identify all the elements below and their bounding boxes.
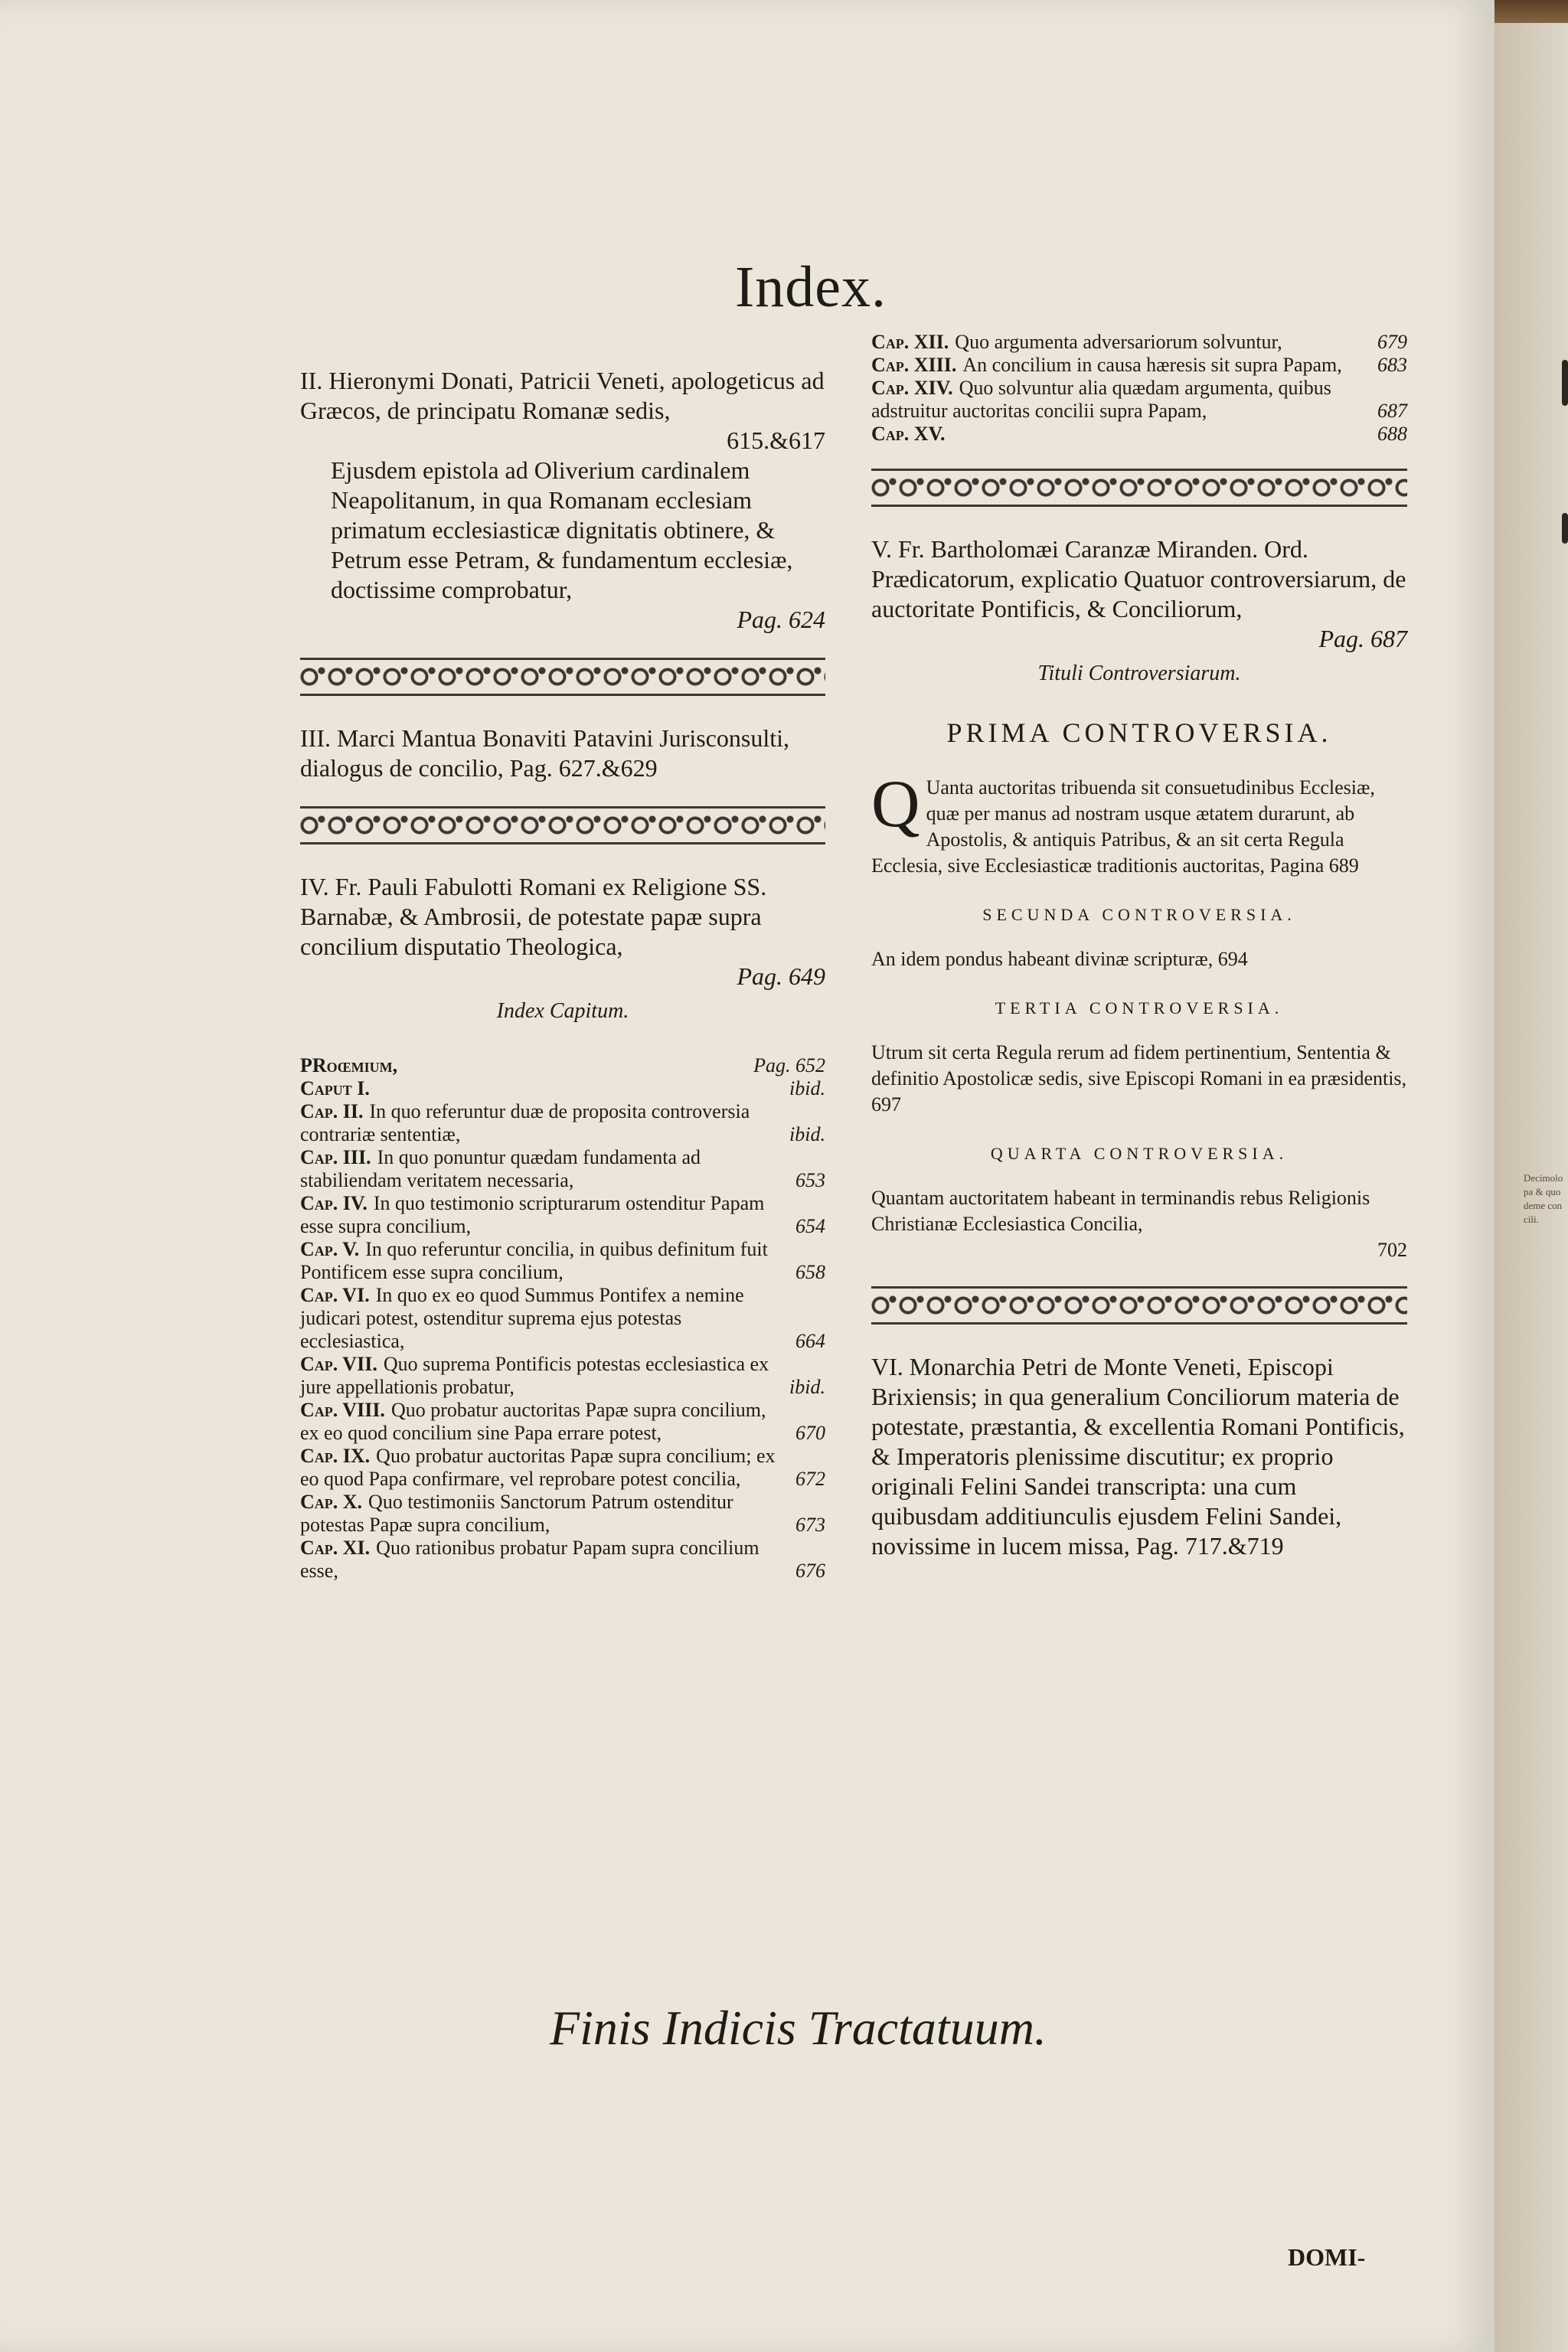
chapter-heading (871, 331, 1282, 354)
chapter-label: Cap. XIII. (871, 354, 957, 376)
chapter-text: In quo ex eo quod Summus Pontifex a nemine judicari potest, ostenditur suprema ejus potestas ecclesiastica, (300, 1284, 744, 1352)
chapter-heading (300, 1445, 783, 1491)
chapter-row (871, 377, 1407, 423)
prima-text (871, 767, 1407, 879)
secunda-heading: SECUNDA CONTROVERSIA. (982, 905, 1296, 924)
chapter-entry (300, 1077, 825, 1100)
chapter-row (871, 331, 1407, 354)
chapter-label: Cap. VIII. (300, 1399, 385, 1421)
chapter-page: ibid. (789, 1123, 825, 1145)
chapter-entry (300, 1054, 825, 1077)
prima-body: Uanta auctoritas tribuenda sit consuetudinibus Ecclesiæ, quæ per manus ad nostram usque ætatem durarunt, ab Apostolis, & antiquis Patribus, & an sit certa Regula Ecclesia, sive Ecclesiasticæ traditionis auctoritas, Pagina 689 (871, 776, 1375, 877)
chapter-label: PRoœmium, (300, 1054, 398, 1076)
entry-page: Pag. 649 (737, 962, 825, 990)
entry-page: 615.&617 (727, 426, 825, 454)
chapter-heading (300, 1491, 783, 1537)
chapter-label: Cap. XV. (871, 423, 946, 445)
chapter-label: Cap. VI. (300, 1284, 370, 1306)
chapter-entry (300, 1100, 825, 1146)
chapter-page: Pag. 652 (753, 1054, 825, 1076)
chapter-row (300, 1284, 825, 1353)
chapter-text: In quo ponuntur quædam fundamenta ad stabiliendam veritatem necessaria, (300, 1146, 701, 1191)
chapter-page: 676 (795, 1560, 825, 1582)
chapter-text: Quo solvuntur alia quædam argumenta, quibus adstruitur auctoritas concilii supra Papam, (871, 377, 1331, 422)
chapter-page: ibid. (789, 1077, 825, 1099)
chapter-text: In quo referuntur duæ de proposita controversia contrariæ sententiæ, (300, 1100, 750, 1145)
entry-page: Pag. 624 (737, 606, 825, 633)
chapter-heading (300, 1077, 376, 1100)
chapter-row (300, 1054, 825, 1077)
chapter-row (871, 423, 1407, 446)
chapter-heading (300, 1399, 783, 1445)
index-capitum-heading: Index Capitum. (496, 999, 629, 1023)
finis-line: Finis Indicis Tractatuum. (550, 2001, 1047, 2055)
chapter-label: Cap. X. (300, 1491, 363, 1513)
chapter-label: Cap. III. (300, 1146, 371, 1168)
quarta-page: 702 (1377, 1239, 1407, 1261)
chapter-row (300, 1399, 825, 1445)
entry-number: II. (300, 367, 323, 394)
chapter-label: Cap. VII. (300, 1353, 377, 1375)
tituli-heading: Tituli Controversiarum. (1037, 662, 1241, 685)
drop-cap: Q (871, 767, 920, 841)
ornament-divider (871, 1286, 1407, 1325)
entry-iii (300, 724, 825, 783)
entry-text: Fr. Bartholomæi Caranzæ Miranden. Ord. Prædicatorum, explicatio Quatuor controversiarum, de auctoritate Pontificis, & Conciliorum, (871, 535, 1406, 622)
chapter-row (300, 1353, 825, 1399)
ornament-divider (871, 469, 1407, 507)
chapter-heading (871, 377, 1365, 423)
prima-heading: PRIMA CONTROVERSIA. (946, 717, 1332, 748)
chapter-entry (300, 1284, 825, 1353)
chapter-entry (871, 331, 1407, 354)
entry-text: Monarchia Petri de Monte Veneti, Episcopi Brixiensis; in qua generalium Conciliorum materia de potestate, præstantia, & excellentia Romani Pontificis, & Imperatoris plenissime discutitur; ex proprio originali Felini Sandei transcripta: una cum quibusdam additiunculis ejusdem Felini Sandei, novissime in lucem missa, Pag. 717.&719 (871, 1353, 1405, 1560)
margin-note-fragment: Decimolo pa & quo deme con cili. (1524, 1172, 1563, 1225)
chapter-page: 673 (795, 1514, 825, 1536)
chapter-label: Cap. V. (300, 1238, 360, 1260)
entry-number: III. (300, 724, 331, 752)
chapter-page: 679 (1377, 331, 1407, 353)
chapter-label: Cap. XI. (300, 1537, 371, 1559)
chapter-page: 658 (795, 1261, 825, 1283)
chapter-heading (871, 423, 951, 446)
chapter-heading (300, 1284, 783, 1353)
entry-text: Hieronymi Donati, Patricii Veneti, apologeticus ad Græcos, de principatu Romanæ sedis, (300, 367, 825, 424)
chapter-page: 664 (795, 1330, 825, 1352)
quarta-heading: QUARTA CONTROVERSIA. (990, 1144, 1289, 1163)
chapter-row (300, 1077, 825, 1100)
quarta-text (871, 1185, 1407, 1263)
ornament-divider (300, 658, 825, 696)
chapter-page: 687 (1377, 400, 1407, 422)
chapter-heading (300, 1192, 783, 1238)
entry-text: Marci Mantua Bonaviti Patavini Jurisconsulti, dialogus de concilio, Pag. 627.&629 (300, 724, 789, 782)
chapter-label: Cap. II. (300, 1100, 364, 1122)
page-title: Index. (735, 255, 887, 319)
chapter-page: 683 (1377, 354, 1407, 376)
page-edge-mark (1562, 360, 1568, 406)
chapter-entry (300, 1238, 825, 1284)
chapter-heading (871, 354, 1342, 377)
chapter-entry (300, 1399, 825, 1445)
entry-ii (300, 366, 825, 635)
chapter-entry (300, 1537, 825, 1583)
chapter-row (871, 354, 1407, 377)
chapter-label: Cap. XIV. (871, 377, 953, 399)
chapter-page: ibid. (789, 1376, 825, 1398)
chapter-entry (871, 354, 1407, 377)
chapter-text: Quo probatur auctoritas Papæ supra concilium; ex eo quod Papa confirmare, vel reprobare potest concilia, (300, 1445, 776, 1490)
quarta-body: Quantam auctoritatem habeant in terminandis rebus Religionis Christianæ Ecclesiastica Concilia, (871, 1187, 1370, 1235)
chapter-text: Quo testimoniis Sanctorum Patrum ostenditur potestas Papæ supra concilium, (300, 1491, 733, 1536)
ornament-divider (300, 806, 825, 844)
chapter-page: 688 (1377, 423, 1407, 445)
chapter-entry (300, 1353, 825, 1399)
chapter-text: In quo referuntur concilia, in quibus definitum fuit Pontificem esse supra concilium, (300, 1238, 768, 1283)
chapter-entry (300, 1491, 825, 1537)
chapter-list (300, 1054, 825, 1583)
chapter-row (300, 1491, 825, 1537)
chapter-row (300, 1238, 825, 1284)
entry-iv (300, 872, 825, 991)
page-edge-mark (1562, 513, 1568, 544)
tertia-text: Utrum sit certa Regula rerum ad fidem pertinentium, Sententia & definitio Apostolicæ sedis, sive Episcopi Romani in ea præsidentis, 697 (871, 1041, 1407, 1116)
chapter-heading (300, 1353, 777, 1399)
right-column (871, 331, 1407, 1561)
chapter-heading (300, 1238, 783, 1284)
chapter-page: 670 (795, 1422, 825, 1444)
chapter-text: Quo argumenta adversariorum solvuntur, (955, 331, 1282, 353)
facing-page-edge (1494, 23, 1568, 2352)
entry-text: Fr. Pauli Fabulotti Romani ex Religione SS. Barnabæ, & Ambrosii, de potestate papæ supra concilium disputatio Theologica, (300, 873, 767, 960)
chapter-list (871, 331, 1407, 446)
chapter-entry (300, 1445, 825, 1491)
chapter-text: An concilium in causa hæresis sit supra Papam, (962, 354, 1342, 376)
entry-vi (871, 1352, 1407, 1561)
tertia-heading: TERTIA CONTROVERSIA. (995, 998, 1284, 1018)
chapter-row (300, 1100, 825, 1146)
chapter-entry (300, 1146, 825, 1192)
secunda-text: An idem pondus habeant divinæ scripturæ, 694 (871, 948, 1248, 970)
entry-number: IV. (300, 873, 329, 900)
chapter-label: Cap. IX. (300, 1445, 371, 1467)
entry-page: Pag. 687 (1318, 625, 1407, 652)
chapter-text: Quo rationibus probatur Papam supra concilium esse, (300, 1537, 760, 1582)
chapter-heading (300, 1054, 403, 1077)
chapter-entry (871, 377, 1407, 423)
chapter-text: Quo probatur auctoritas Papæ supra concilium, ex eo quod concilium sine Papa errare potest, (300, 1399, 766, 1444)
entry-number: VI. (871, 1353, 903, 1380)
chapter-text: Quo suprema Pontificis potestas ecclesiastica ex jure appellationis probatur, (300, 1353, 769, 1398)
entry-number: V. (871, 535, 892, 563)
chapter-heading (300, 1100, 777, 1146)
entry-v (871, 534, 1407, 654)
chapter-row (300, 1192, 825, 1238)
chapter-entry (300, 1192, 825, 1238)
chapter-row (300, 1537, 825, 1583)
chapter-page: 672 (795, 1468, 825, 1490)
chapter-entry (871, 423, 1407, 446)
catchword: DOMI- (1288, 2243, 1366, 2271)
chapter-heading (300, 1146, 783, 1192)
chapter-page: 653 (795, 1169, 825, 1191)
chapter-page: 654 (795, 1215, 825, 1237)
chapter-row (300, 1445, 825, 1491)
chapter-row (300, 1146, 825, 1192)
chapter-label: Caput I. (300, 1077, 370, 1099)
chapter-label: Cap. XII. (871, 331, 949, 353)
chapter-text: In quo testimonio scripturarum ostenditur Papam esse supra concilium, (300, 1192, 765, 1237)
chapter-label: Cap. IV. (300, 1192, 368, 1214)
left-column (300, 366, 825, 1583)
chapter-heading (300, 1537, 783, 1583)
entry-text-continued: Ejusdem epistola ad Oliverium cardinalem Neapolitanum, in qua Romanam ecclesiam primatum ecclesiasticæ dignitatis obtinere, & Petrum esse Petram, & fundamentum ecclesiæ, doctissime comprobatur, (331, 456, 793, 603)
